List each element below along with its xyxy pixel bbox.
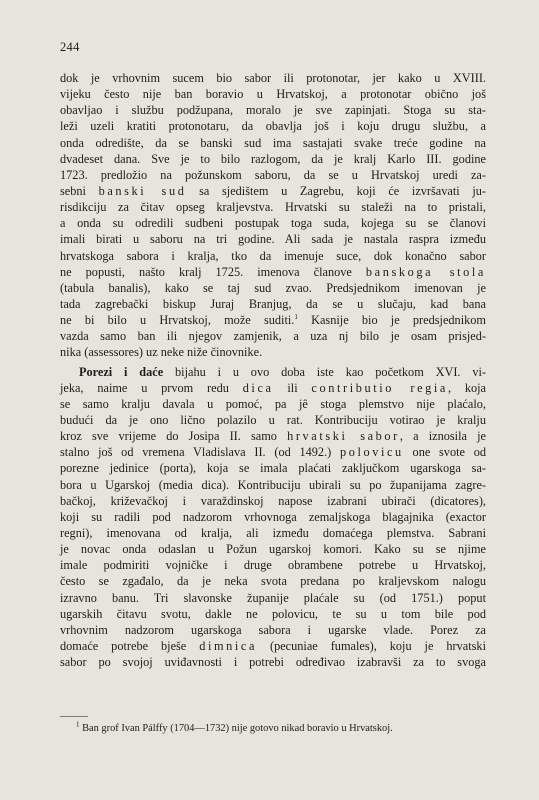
text-line [60,199,486,215]
text-segment: budući da je ono lično polazilo u rat. Kontribuciju votirao je kralju [60,412,486,427]
text-segment: bora u Ugarskoj (media dica). Kontribuciju ubirali su po županijama zagre- [60,477,486,492]
spaced-emphasis-text: dimnica [199,638,258,653]
text-segment: ne bi bilo u Hrvatskoj, može suditi. [60,313,295,328]
spaced-emphasis-text: contributio regia [311,380,448,395]
footnote-marker: 1 [76,720,80,729]
text-line [60,590,486,606]
text-segment: , a iznosila je [399,429,486,444]
text-line [60,183,486,199]
text-segment: sabor po svojoj uviđavnosti i potrebi određivao izabravši za to svoga [60,655,486,670]
text-segment: tada zagrebački biskup Juraj Branjug, da se u slučaju, kad bana [60,296,486,311]
text-segment: leži uzeli kratiti protonotaru, da obavlja još i koju drugu službu, a [60,119,486,134]
text-line [60,541,486,557]
text-line [60,654,486,670]
text-line [60,509,486,525]
text-segment: domaće potrebe bješe [60,638,200,653]
text-segment: se samo kralju davala u pomoć, pa jê stoga plemstvo nije plaćalo, [60,396,486,411]
text-line [60,118,486,134]
text-segment: ili [273,380,312,395]
text-line [60,557,486,573]
text-line [60,248,486,264]
text-segment: bačkoj, križevačkoj i varaždinskoj napose izabrani ubirači (dicatores), [60,493,486,508]
text-line [60,215,486,231]
text-segment: regni), imenovana od kralja, ali između domaćega plemstva. Sabrani [60,525,486,540]
text-line [60,296,486,312]
text-line [60,444,486,460]
text-segment: dok je vrhovnim sucem bio sabor ili protonotar, jer kako u XVIII. [60,71,486,85]
text-line [60,344,486,360]
bold-heading-text: Porezi i daće [79,364,164,379]
paragraph-banski-sud [60,70,486,361]
text-segment: (tabula banalis), kako se taj sud zvao. Predsjednikom imenovan je [60,280,486,295]
text-line [60,638,486,654]
text-segment: hrvatskoga sabora i kralja, tko da imenuje suce, dok konačno sabor [60,248,486,263]
footnote-divider [60,716,88,717]
text-line [60,364,486,380]
text-segment: (pecuniae fumales), koju je hrvatski [257,638,486,653]
text-line [60,460,486,476]
text-segment: Kasnije bio je predsjednikom [297,313,486,328]
text-line [60,606,486,622]
text-segment: a onda su odredili sudbeni postupak toga suda, kojega su se članovi [60,216,486,231]
text-line [60,328,486,344]
text-segment: stalno još od vremena Vladislava II. (od 1492.) [60,445,340,460]
text-segment: vazda samo ban ili njegov zamjenik, a uza nj bilo je osam prisjed- [60,329,486,344]
footnote-text: Ban grof Ivan Pálffy (1704—1732) nije gotovo nikad boravio u Hrvatskoj. [79,723,393,734]
body-text [60,70,486,670]
text-line [60,151,486,167]
text-segment: sa sjedištem u Zagrebu, koji će izvršavati ju- [186,183,487,198]
text-line [60,167,486,183]
text-segment: je novac onda odaslan u Požun ugarskoj komori. Kako su se njime [60,542,486,557]
text-line [60,428,486,444]
text-segment: imale podmiriti vojničke i druge obrambene potrebe u Hrvatskoj, [60,558,486,573]
spaced-emphasis-text: hrvatski sabor [287,429,400,444]
text-segment: one svote od [403,445,487,460]
text-line [60,70,486,86]
text-segment: porezne jedinice (porta), koja se imala plaćati zaključkom ugarskoga sa- [60,461,486,476]
text-segment: koji su radili pod nadzorom vrhovnoga zemaljskoga blagajnika (exactor [60,509,486,524]
page-number: 244 [60,40,80,54]
text-segment: vijeku često nije ban boravio u Hrvatskoj, a protonotar obično još [60,87,486,102]
footnote [76,722,486,736]
paragraph-porezi-i-dace [60,364,486,671]
text-segment: , koja [447,380,487,395]
text-segment: bijahu i u ovo doba iste kao početkom XVI. vi- [163,364,486,379]
text-line [60,396,486,412]
text-line [60,573,486,589]
text-segment: ne popusti, našto kralj 1725. imenova članove [60,264,366,279]
text-line [60,312,486,328]
text-line [60,622,486,638]
text-segment: izravno banu. Tri slavonske županije plaćale su (od 1751.) poput [60,590,486,605]
text-segment: onda odredište, da se banski sud ima sastajati svake treće godine na [60,135,486,150]
spaced-emphasis-text: polovicu [339,445,404,460]
text-line [60,264,486,280]
text-segment: obavljao i službu podžupana, moralo je sve zapinjati. Stoga su sta- [60,103,486,118]
text-segment: kroz sve vrijeme do Josipa II. samo [60,429,288,444]
text-line [60,493,486,509]
text-segment: sebni [60,183,99,198]
text-line [60,231,486,247]
text-line [60,412,486,428]
text-segment: risdikciju za čitav opseg kraljevstva. Hrvatski su staleži na to pristali, [60,200,486,215]
text-line [60,280,486,296]
text-segment: nika (assessores) uz neke niže činovnike. [60,345,263,360]
text-segment: jeka, naime u prvom redu [60,380,243,395]
text-line [60,525,486,541]
text-line [60,135,486,151]
text-line [60,380,486,396]
text-segment: često se zgađalo, da je neka svota predana po kraljevskom nalogu [60,574,486,589]
spaced-emphasis-text: banskoga stola [365,264,486,279]
spaced-emphasis-text: dica [242,380,274,395]
text-segment: ugarskih čitavu svotu, dakle ne polovicu, te su u tom bile pod [60,606,486,621]
text-segment: 1723. predložio na požunskom saboru, da se u Hrvatskoj uredi za- [60,167,486,182]
text-line [60,477,486,493]
spaced-emphasis-text: banski sud [98,183,187,198]
text-segment: dvadeset dana. Sve je to bilo razlogom, da je kralj Karlo III. godine [60,151,486,166]
text-line [60,86,486,102]
text-segment: imali birati u saboru na tri godine. Ali sada je nastala raspra između [60,232,486,247]
footnote-reference: 1 [294,313,298,322]
text-segment: vrhovnim nadzorom ugarskoga sabora i ugarske vlade. Porez za [60,622,486,637]
text-line [60,102,486,118]
